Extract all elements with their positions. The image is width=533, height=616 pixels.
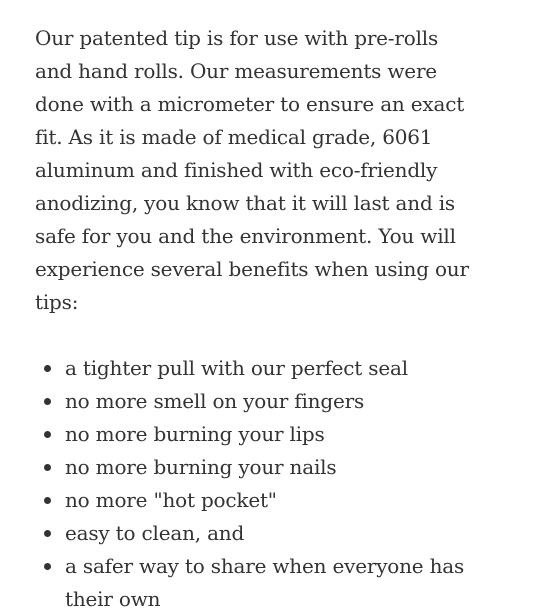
list-item-text: no more burning your nails bbox=[65, 455, 337, 479]
bullet-icon bbox=[44, 497, 51, 504]
list-item-text: a tighter pull with our perfect seal bbox=[65, 356, 408, 380]
intro-paragraph: Our patented tip is for use with pre-rolls and hand rolls. Our measurements were done with a micrometer to ensure an exact fit. As it is made of medical grade, 6061 aluminum and finished with eco-friendly anodizing, you know that it will last and is safe for you and the environment. You will experience several benefits when using our tips: bbox=[35, 26, 469, 314]
list-item bbox=[65, 418, 480, 451]
bullet-icon bbox=[44, 398, 51, 405]
list-item-text: no more "hot pocket" bbox=[65, 488, 277, 512]
list-item bbox=[65, 352, 480, 385]
article-body bbox=[35, 22, 495, 616]
list-item bbox=[65, 451, 480, 484]
list-item bbox=[65, 550, 480, 616]
list-item bbox=[65, 385, 480, 418]
list-item-text: no more burning your lips bbox=[65, 422, 325, 446]
list-item bbox=[65, 484, 480, 517]
list-item-text: no more smell on your fingers bbox=[65, 389, 365, 413]
bullet-icon bbox=[44, 563, 51, 570]
bullet-icon bbox=[44, 431, 51, 438]
list-item-text: a safer way to share when everyone has their own bbox=[65, 554, 465, 611]
list-item bbox=[65, 517, 480, 550]
bullet-icon bbox=[44, 365, 51, 372]
list-item-text: easy to clean, and bbox=[65, 521, 245, 545]
benefits-list bbox=[35, 352, 480, 616]
bullet-icon bbox=[44, 530, 51, 537]
bullet-icon bbox=[44, 464, 51, 471]
